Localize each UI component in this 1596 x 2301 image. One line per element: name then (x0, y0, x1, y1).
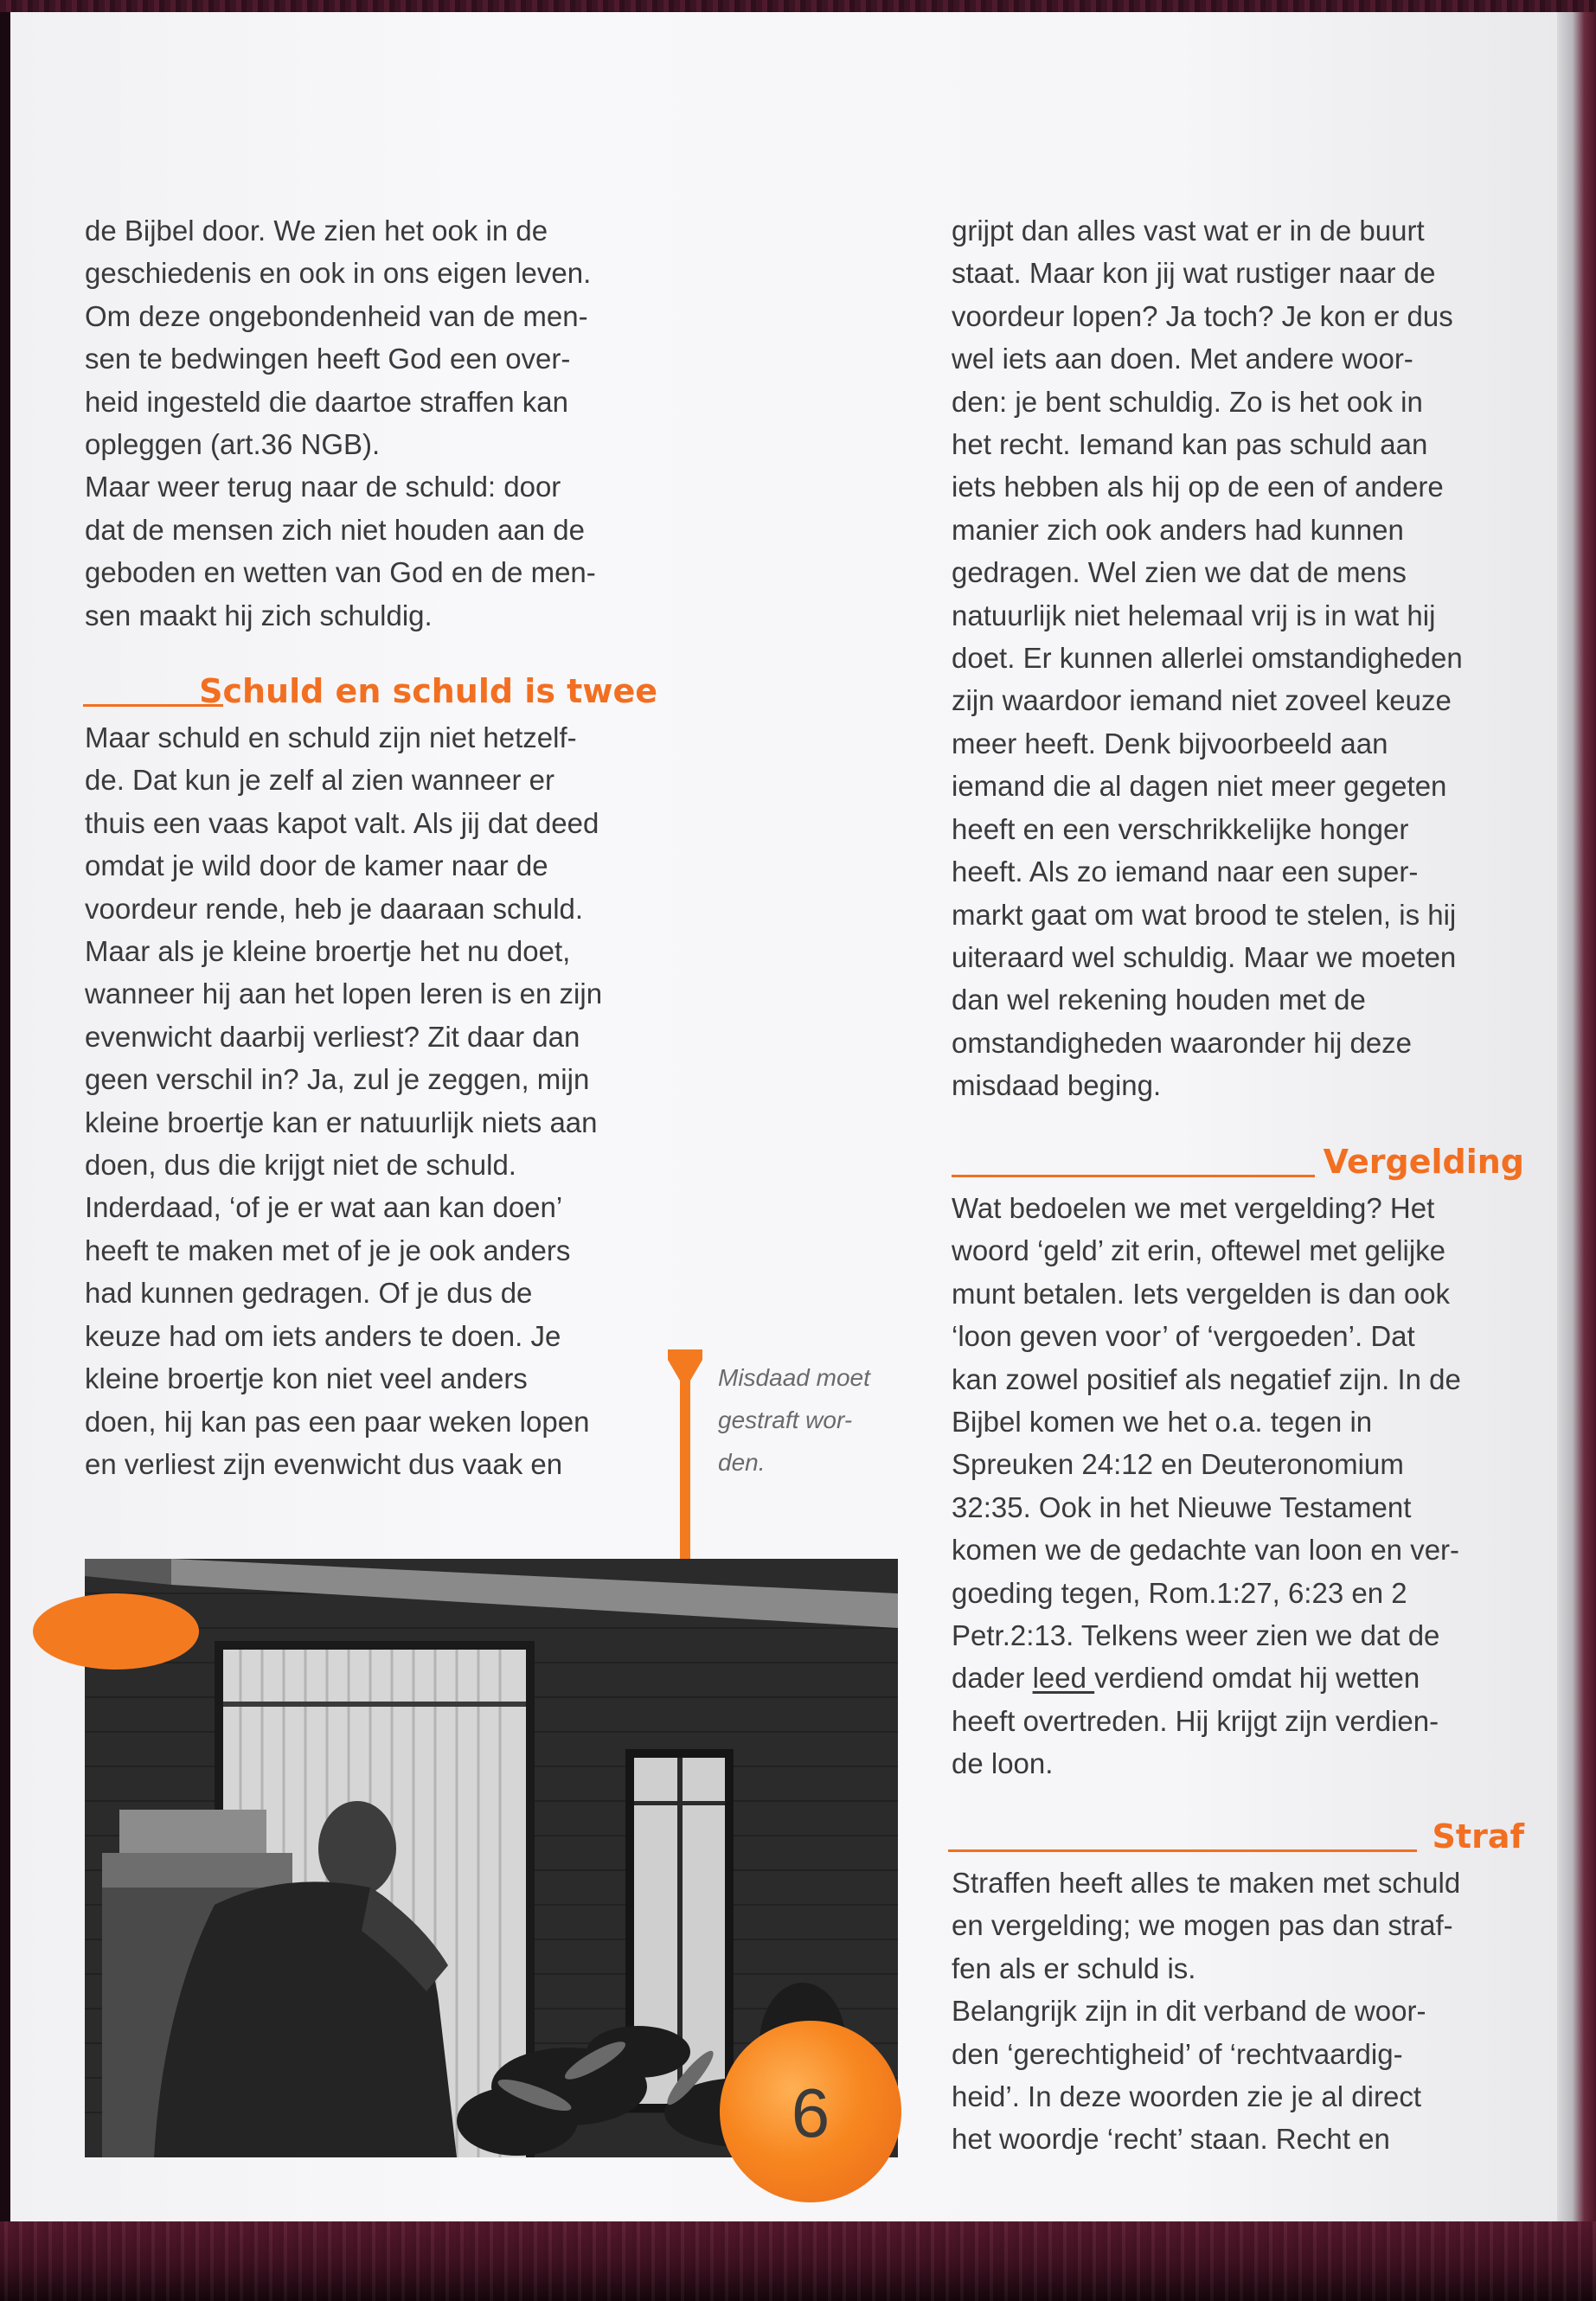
section-heading-straf (948, 1813, 1524, 1860)
heading-title: Straf (1432, 1817, 1524, 1856)
right-body-paragraph-2 (952, 1187, 1557, 1785)
underlined-word: leed (1032, 1662, 1095, 1695)
heading-rule (952, 1175, 1315, 1177)
section-heading-vergelding (952, 1138, 1524, 1185)
left-body-paragraph: Maar schuld en schuld zijn niet hetzelf- de. Dat kun je zelf al zien wanneer er thuis een vaas kapot valt. Als jij dat deed omdat je wild door de kamer naar de voordeur rende, heb je daaraan schuld. Maar als je kleine broertje het nu doet, wanneer hij aan het lopen leren is en zijn evenwicht daarbij verliest? Zit daar dan geen verschil in? Ja, zul je zeggen, mijn kleine broertje kan er natuurlijk niets aan doen, dus die krijgt niet de schuld. Inderdaad, ‘of je er wat aan kan doen’ heeft te maken met of je je ook anders had kunnen gedragen. Of je dus de keuze had om iets anders te doen. Je kleine broertje kon niet veel anders doen, hij kan pas een paar weken lopen en verliest zijn evenwicht dus vaak en (85, 721, 603, 1480)
photo-caption: Misdaad moet gestraft wor- den. (718, 1364, 870, 1476)
right-body-paragraph-1: grijpt dan alles vast wat er in de buurt staat. Maar kon jij wat rustiger naar de voordeur lopen? Ja toch? Je kon er dus wel iets aan doen. Met andere woor- den: je bent schuldig. Zo is het ook in het recht. Iemand kan pas schuld aan iets hebben als hij op de een of andere manier zich ook anders had kunnen gedragen. Wel zien we dat de mens natuurlijk niet helemaal vrij is in wat hij doet. Er kunnen allerlei omstandigheden zijn waardoor iemand niet zoveel keuze meer heeft. Denk bijvoorbeeld aan iemand die al dagen niet meer gegeten heeft en een verschrikkelijke honger heeft. Als zo iemand naar een super- markt gaat om wat brood te stelen, is hij uiteraard wel schuldig. Maar we moeten dan wel rekening houden met de omstandigheden waaronder hij deze misdaad beging. (952, 215, 1463, 1102)
heading-title: Schuld en schuld is twee (199, 672, 657, 710)
right-body-paragraph-3: Straffen heeft alles te maken met schuld en vergelding; we mogen pas dan straf- fen als er schuld is. Belangrijk zijn in dit verband de woor- den ‘gerechtigheid’ of ‘rechtvaardig- heid’. In deze woorden zie je al direct het woordje ‘recht’ staan. Recht en (952, 1867, 1461, 2156)
heading-title: Vergelding (1323, 1143, 1524, 1181)
cover-edge-bottom (0, 2221, 1596, 2301)
cover-edge-right (1557, 12, 1596, 2221)
heading-rule (948, 1849, 1417, 1852)
vergelding-text-a: Wat bedoelen we met vergelding? Het woord ‘geld’ zit erin, oftewel met gelijke munt betalen. Iets vergelden is dan ook ‘loon geven voor’ of ‘vergoeden’. Dat kan zowel positief als negatief zijn. In de Bijbel komen we het o.a. tegen in Spreuken 24:12 en Deuteronomium 32:35. Ook in het Nieuwe Testament komen we de gedachte van loon en ver- goeding tegen, Rom.1:27, 6:23 en 2 Petr.2:13. Telkens weer zien we dat de dader (952, 1192, 1461, 1695)
cover-edge-top (0, 0, 1596, 12)
orange-blob-decoration (33, 1593, 199, 1670)
page-number-badge (720, 2021, 901, 2202)
section-heading-schuld (83, 668, 657, 715)
page-number: 6 (791, 2074, 830, 2151)
vergelding-text-b: verdiend omdat hij wetten heeft overtreden. Hij krijgt zijn verdien- de loon. (952, 1662, 1439, 1780)
left-intro-paragraph: de Bijbel door. We zien het ook in de geschiedenis en ook in ons eigen leven. Om deze ongebondenheid van de men- sen te bedwingen heeft God een over- heid ingesteld die daartoe straffen kan opleggen (art.36 NGB). Maar weer terug naar de schuld: door dat de mensen zich niet houden aan de geboden en wetten van God en de men- sen maakt hij zich schuldig. (85, 215, 596, 631)
